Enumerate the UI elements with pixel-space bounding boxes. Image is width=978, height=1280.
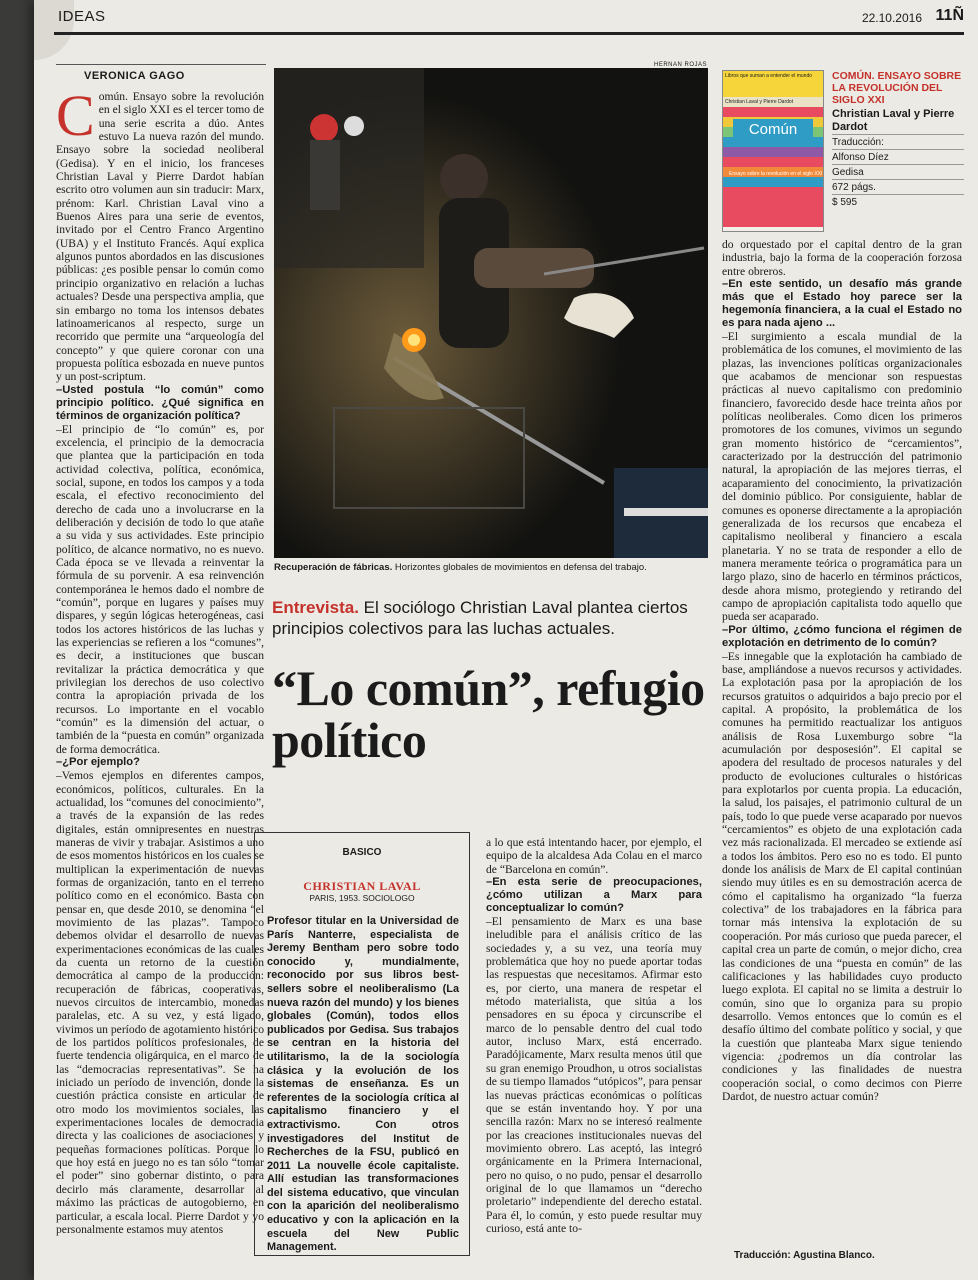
- text-column-2: [486, 836, 702, 1235]
- issue-date: 22.10.2016: [861, 11, 922, 25]
- book-cover: [722, 70, 824, 232]
- article-paragraph: –Vemos ejemplos en diferentes campos, económicos, políticos, culturales. En la actualidad, los “comunes del conocimiento”, a través de la expansión de las redes digitales, están omnipresentes en nuestras maneras de vivir y trabajar. Asistimos a uno de esos momentos históricos en los cuales se multiplican la experimentación de nuevas formas de organización, tanto en el terreno político como en el económico. Basta con pensar en, que desde 2010, se denomina “el movimiento de las plazas”. Tampoco debemos olvidar el desarrollo de nuevas experimentaciones económicas de las cuales da cuenta un retorno de la cuestión democrática al campo de la producción: recuperación de fábricas, cooperativas, nuevos circuitos de intercambio, monedas paralelas, etc. A su vez, y está ligado, vivimos un período de agotamiento histórico de los partidos políticos profesionales, de fuerte tendencia oligárquica, en el marco de las “democracias representativas”. Se ha iniciado un período de invención, donde la cuestión práctica consiste en articular de otro modo los movimientos sociales, las experimentaciones locales de democracia directa y las coaliciones de asociaciones y pequeñas formaciones políticas. Porque lo que hoy está en juego no es tan sólo “tomar el poder” sino gobernar distinto, o para decirlo más claramente, desarrollar al máximo las prácticas de autogobierno, en particular, a escala local. Pierre Dardot y yo personalmente estamos muy atentos: [56, 769, 264, 1236]
- caption-text: Horizontes globales de movimientos en defensa del trabajo.: [392, 562, 647, 573]
- text-column-3: [722, 238, 962, 1103]
- cover-authors: Christian Laval y Pierre Dardot: [723, 97, 823, 107]
- cover-stripe: [723, 107, 823, 117]
- cover-subtitle: Ensayo sobre la revolución en el siglo XXI: [729, 171, 823, 177]
- article-paragraph: a lo que está intentando hacer, por ejemplo, el equipo de la alcaldesa Ada Colau en el marco de “Barcelona en común”.: [486, 836, 702, 876]
- bio-meta: PARIS, 1953. SOCIOLOGO: [309, 893, 415, 903]
- bio-box-tab: BASICO: [342, 847, 382, 858]
- article-lead: [272, 597, 712, 639]
- article-paragraph: –El principio de “lo común” es, por excelencia, el principio de la democracia que plantea que la participación en toda actividad colectiva, política, económica, social, supone, en todos los campos y a toda escala, el efectivo reconocimiento del derecho de cada uno a involucrarse en la deliberación y decisión de todo lo que atañe a su vida y sus actividades. Este principio político, de alcance normativo, no es nuevo. Cada época se ve llevada a reinventar la fórmula de su porvenir. A esa reinvención contemporánea le hemos dado el nombre de “común”, porque en lugares y países muy dispares, y según lógicas heterogéneas, casi todos los actores históricos de las luchas y las experiencias se refieren a los “comunes”, es decir, a instituciones que buscan revitalizar la práctica democrática y que privilegian los derechos de uso colectivo contra la apropiación privada de los recursos. Lo importante en el vocablo “común” es la dimensión del actuar, o también de la “puesta en común” organizada de forma democrática.: [56, 422, 264, 756]
- text-column-1: [56, 83, 264, 1236]
- photo-caption: [274, 562, 708, 573]
- cover-tagline: Libros que suman a entender el mundo: [723, 71, 823, 97]
- cover-stripe: [723, 157, 823, 167]
- photo-credit: HERNAN ROJAS: [654, 62, 708, 68]
- bio-name: CHRISTIAN LAVAL: [303, 879, 421, 893]
- book-authors: Christian Laval y Pierre Dardot: [832, 108, 955, 133]
- book-info-row: 672 págs.: [832, 179, 964, 194]
- newspaper-logo: 11Ñ: [935, 7, 964, 24]
- translator-credit: Traducción: Agustina Blanco.: [734, 1250, 875, 1261]
- factory-photo: [274, 68, 708, 558]
- book-info-row: Traducción:: [832, 134, 964, 149]
- author-rule: [56, 64, 266, 65]
- caption-bold: Recuperación de fábricas.: [274, 562, 393, 573]
- interview-question: –Por último, ¿cómo funciona el régimen de explotación en detrimento de lo común?: [722, 623, 962, 649]
- book-info-row: $ 595: [832, 194, 964, 209]
- book-info: [832, 70, 964, 209]
- bio-box: [254, 832, 470, 1256]
- drop-cap: C: [56, 83, 95, 148]
- cover-stripe: [723, 147, 823, 157]
- book-info-row: Gedisa: [832, 164, 964, 179]
- article-paragraph: –El pensamiento de Marx es una base ineludible para el análisis crítico de las sociedades y, a su vez, una teoría muy problemática que hoy no puede aportar todas las respuestas que necesitamos. Afirmar esto es, por cierto, una manera de respetar el método materialista, que sitúa a los pensadores en su época y circunscribe el marco de lo pensable dentro del cual todo autor, incluso Marx, está encerrado. Paradójicamente, Marx resulta menos útil que su gran enemigo Proudhon, u otros socialistas de su tiempo llamados “utópicos”, para pensar las nuevas prácticas económicas o políticas que se están inventando hoy. Y por una sencilla razón: Marx no se interesó realmente por las creaciones institucionales nuevas del movimiento obrero. Las aceptó, las integró orgánicamente en la Primera Internacional, pero no quiso, o no pudo, pensar el desarrollo original de lo que llamamos un “derecho proletario” independiente del derecho estatal. Para él, lo común, y esto puede resultar muy curioso, está ante to-: [486, 915, 702, 1235]
- interview-question: –En esta serie de preocupaciones, ¿cómo utilizan a Marx para conceptualizar lo común?: [486, 876, 702, 915]
- article-author: VERONICA GAGO: [84, 70, 185, 82]
- newspaper-page: [34, 0, 978, 1280]
- interview-question: –¿Por ejemplo?: [56, 756, 140, 769]
- article-paragraph: –Es innegable que la explotación ha cambiado de base, ampliándose a nuevos recursos y actividades. La explotación pasa por la apropiación de los recursos gratuitos o adquiridos a bajo precio por el capital. A propósito, la problemática de los comunes ha permitido reactualizar los antiguos análisis de Rosa Luxemburgo sobre “la acumulación por desposesión”. El capital se apodera del resultado de procesos naturales y del producto de evoluciones culturales o históricas para explotarlos por cuenta propia. La educación, la salud, los paisajes, el patrimonio cultural de un país, todo lo que puede verse acaparado por nuevos “cercamientos” es objeto de una explotación cada vez más racionalizada. El mercadeo se extiende así a todos los ámbitos. Pero eso no es todo. El punto donde los análisis de Marx de El capital continúan siendo muy útiles es en su demostración acerca de cómo el capitalismo ha organizado “la fuerza colectiva” de los trabajadores en la fábrica para tornar más intensiva la explotación de su cooperación. Por más curioso que pueda parecer, el capital crea un parte de común, o mejor dicho, crea las condiciones de una “puesta en común” de las calificaciones y las habilidades cuyo producto luego explota. El capital no se limita a destruir lo común, sino que lo organiza para su propio desarrollo. Vemos entonces que lo común es el desafío último del combate político y social, y que la cuestión que planteaba Marx sigue teniendo vigencia: ¿podremos un día controlar las condiciones y las finalidades de nuestra cooperación social, o como decimos con Pierre Dardot, de nuestro actuar común?: [722, 649, 962, 1103]
- section-name: IDEAS: [58, 8, 106, 25]
- article-paragraph: do orquestado por el capital dentro de la gran industria, bajo la forma de la cooperación forzosa entre obreros.: [722, 238, 962, 278]
- lead-label: Entrevista.: [272, 598, 359, 617]
- glassworker-illustration: [274, 68, 708, 558]
- cover-title: Común: [733, 119, 813, 141]
- article-headline: “Lo común”, refugio político: [272, 660, 705, 768]
- article-paragraph: Común. Ensayo sobre la revolución en el siglo XXI es el tercer tomo de una serie escrita a dúo. Antes estuvo La nueva razón del mundo. Ensayo sobre la sociedad neoliberal (Gedisa). Y en el inicio, los franceses Christian Laval y Pierre Dardot habían escrito otro volumen aun sin traducir: Marx, prénom: Karl. Christian Laval vino a Buenos Aires para una serie de eventos, invitado por el Centro Franco Argentino (UBA) y el Instituto Francés. Aquí explica algunos puntos abordados en las discusiones públicas: ¿es posible pensar lo común como principio organizativo en relación a luchas actuales? Desde una perspectiva amplia, que sin embargo no toma los intensos debates latinoamericanos al respecto, surge un recorrido que permite una “arqueología del concepto” y que quiere coronar con una propuesta política esbozada en nueve puntos y un post-scriptum.: [56, 83, 264, 384]
- interview-question: –Usted postula “lo común” como principio político. ¿Qué significa en términos de organización política?: [56, 383, 264, 422]
- book-info-row: Alfonso Díez: [832, 149, 964, 164]
- cover-stripe: [723, 187, 823, 227]
- page-header: [54, 6, 964, 35]
- article-paragraph: –El surgimiento a escala mundial de la problemática de los comunes, el movimiento de las plazas, las invenciones políticas organizacionales que acabamos de mencionar son respuestas prácticas al nuevo capitalismo con predominio financiero, favorecido desde hace treinta años por políticas neoliberales. Como dicen los primeros promotores de los comunes, vivimos un segundo gran momento histórico de “cercamientos”, caracterizado por la destrucción del patrimonio natural, la apropiación de las mejores tierras, el acaparamiento del conocimiento, la privatización del dominio público. Por consiguiente, hablar de comunes es oponerse directamente a la apropiación generalizada de los recursos que encabeza el capitalismo neoliberal y financiero a escala planetaria. Y no se trata de responder a ello de manera meramente teórica o programática para un largo plazo, sino de hacerlo en términos prácticos, desde ahora mismo, protegiendo y retirando del campo de apropiación capitalista todo aquello que pueda ser acaparado.: [722, 330, 962, 624]
- interview-question: –En este sentido, un desafío más grande más que el Estado hoy parece ser la hegemonía financiera, a la cual el Estado no es para nada ajeno ...: [722, 278, 962, 330]
- lead-text: El sociólogo Christian Laval plantea ciertos principios colectivos para las luchas actuales.: [272, 598, 688, 638]
- bio-text: Profesor titular en la Universidad de París Nanterre, especialista de Jeremy Bentham pero sobre todo conocido y, mundialmente, reconocido por sus libros best-sellers sobre el neoliberalismo (La nueva razón del mundo) y los bienes globales (Común), todos ellos publicados por Gedisa. Sus trabajos se centran en la historia del utilitarismo, la de la sociología clásica y la evolución de los sistemas de enseñanza. Es un referentes de la sociología crítica al capitalismo financiero y el extractivismo. Con otros investigadores del Institut de Recherches de la FSU, publicó en 2011 La nouvelle école capitaliste. Allí estudian las transformaciones del sistema educativo, que vinculan con la aparición del neoliberalismo educativo y con la aplicación en la escuela del New Public Management.: [267, 915, 459, 1254]
- book-title: COMÚN. ENSAYO SOBRE LA REVOLUCIÓN DEL SIGLO XXI: [832, 70, 962, 106]
- cover-stripe: [723, 177, 823, 187]
